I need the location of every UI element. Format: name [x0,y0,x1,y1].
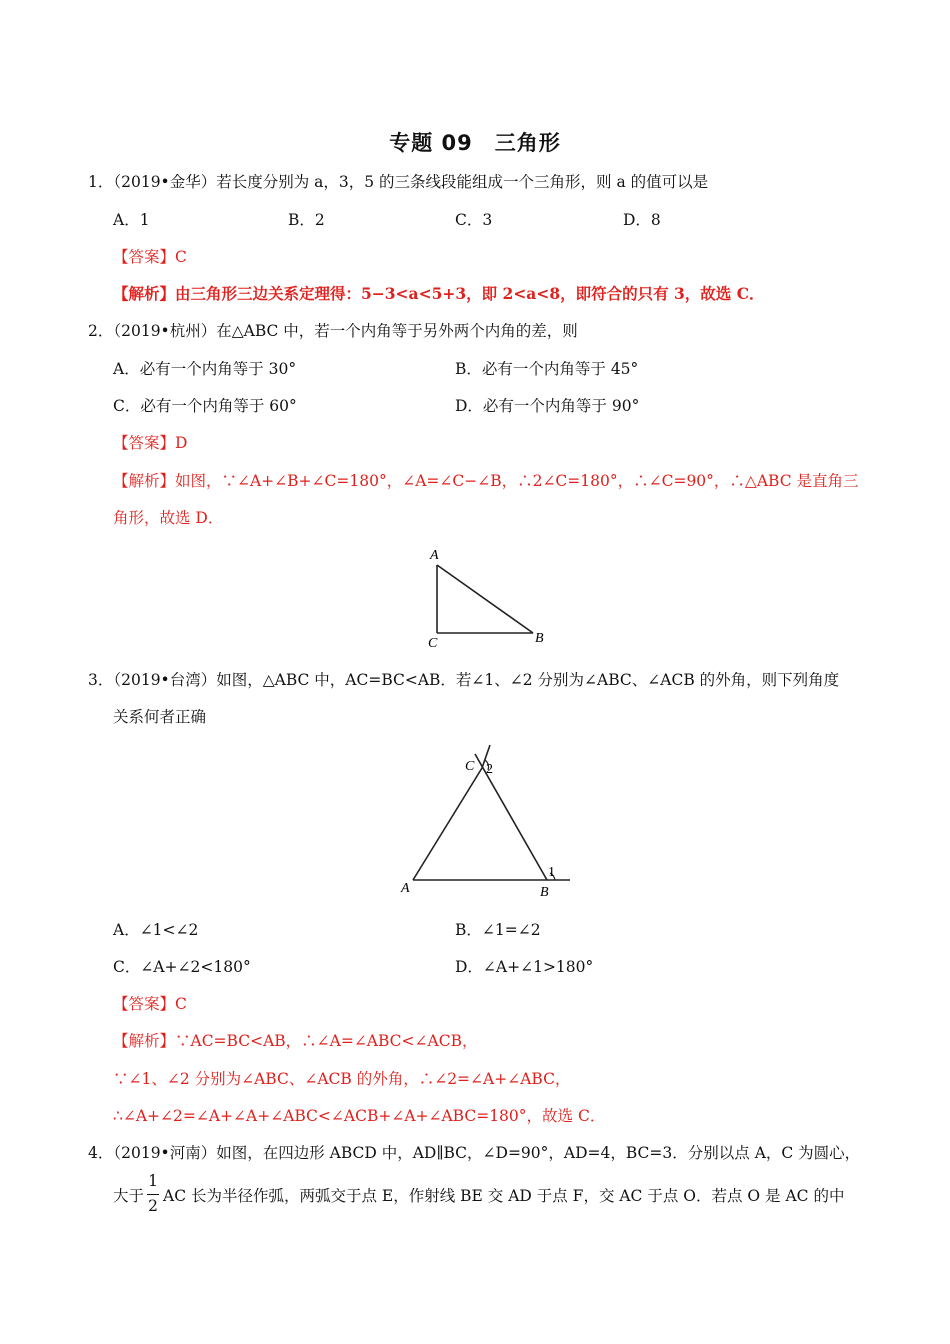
q1-option-a: A．1 [113,211,150,229]
q2-label-c: C [428,636,438,651]
q4-fraction-bar [147,1194,159,1195]
q3-analysis-line2: ∵∠1、∠2 分别为∠ABC、∠ACB 的外角，∴∠2=∠A+∠ABC， [113,1070,571,1088]
q3-option-d: D．∠A+∠1>180° [455,958,594,976]
q3-stem-line1: 3．（2019•台湾）如图，△ABC 中，AC=BC<AB．若∠1、∠2 分别为∠ABC、∠ACB 的外角，则下列角度 [88,671,840,689]
q4-stem-prefix: 大于 [113,1187,145,1205]
q3-option-b: B．∠1=∠2 [455,921,541,939]
q3-label-1: 1 [548,865,555,880]
q4-stem-line1: 4．（2019•河南）如图，在四边形 ABCD 中，AD∥BC，∠D=90°，AD=4，BC=3．分别以点 A，C 为圆心， [88,1144,861,1162]
q2-option-a: A．必有一个内角等于 30° [113,360,297,378]
q2-stem: 2．（2019•杭州）在△ABC 中，若一个内角等于另外两个内角的差，则 [88,322,578,340]
q2-option-c: C．必有一个内角等于 60° [113,397,297,415]
q2-label-b: B [535,631,544,646]
q1-analysis: 【解析】由三角形三边关系定理得：5−3<a<5+3，即 2<a<8，即符合的只有 3，故选 C． [113,284,765,303]
q3-option-a: A．∠1<∠2 [113,921,199,939]
q4-fraction-numerator: 1 [148,1172,158,1190]
q4-fraction-denominator: 2 [148,1197,158,1215]
q1-option-c: C．3 [455,211,493,229]
q3-label-c: C [465,759,475,774]
q3-label-b: B [540,885,549,900]
q4-stem-suffix: AC 长为半径作弧，两弧交于点 E，作射线 BE 交 AD 于点 F，交 AC 于点 O．若点 O 是 AC 的中 [163,1187,845,1205]
q3-analysis-line3: ∴∠A+∠2=∠A+∠A+∠ABC<∠ACB+∠A+∠ABC=180°，故选 C． [113,1107,606,1125]
q3-side-ac [413,768,482,880]
q3-label-a: A [401,881,410,896]
q1-option-b: B．2 [288,211,325,229]
q2-option-d: D．必有一个内角等于 90° [455,397,640,415]
q2-answer: 【答案】D [113,434,188,452]
q1-stem: 1．（2019•金华）若长度分别为 a，3，5 的三条线段能组成一个三角形，则 a 的值可以是 [88,173,709,191]
q3-answer: 【答案】C [113,995,187,1013]
q2-triangle-figure [420,545,560,651]
q3-label-2: 2 [486,762,493,777]
q3-analysis-line1: 【解析】∵AC=BC<AB，∴∠A=∠ABC<∠ACB， [113,1032,478,1050]
q3-triangle-figure [395,740,595,900]
q2-option-b: B．必有一个内角等于 45° [455,360,639,378]
q2-analysis-line2: 角形，故选 D． [113,509,224,527]
q2-analysis-line1: 【解析】如图，∵∠A+∠B+∠C=180°，∠A=∠C−∠B，∴2∠C=180°，∴∠C=90°，∴△ABC 是直角三 [113,472,859,490]
q3-stem-line2: 关系何者正确 [113,708,207,726]
q3-option-c: C．∠A+∠2<180° [113,958,251,976]
page-title: 专题 09 三角形 [389,131,561,155]
q2-label-a: A [430,548,439,563]
q1-answer: 【答案】C [113,248,187,266]
q2-side-ab [437,565,533,633]
q1-option-d: D．8 [623,211,661,229]
